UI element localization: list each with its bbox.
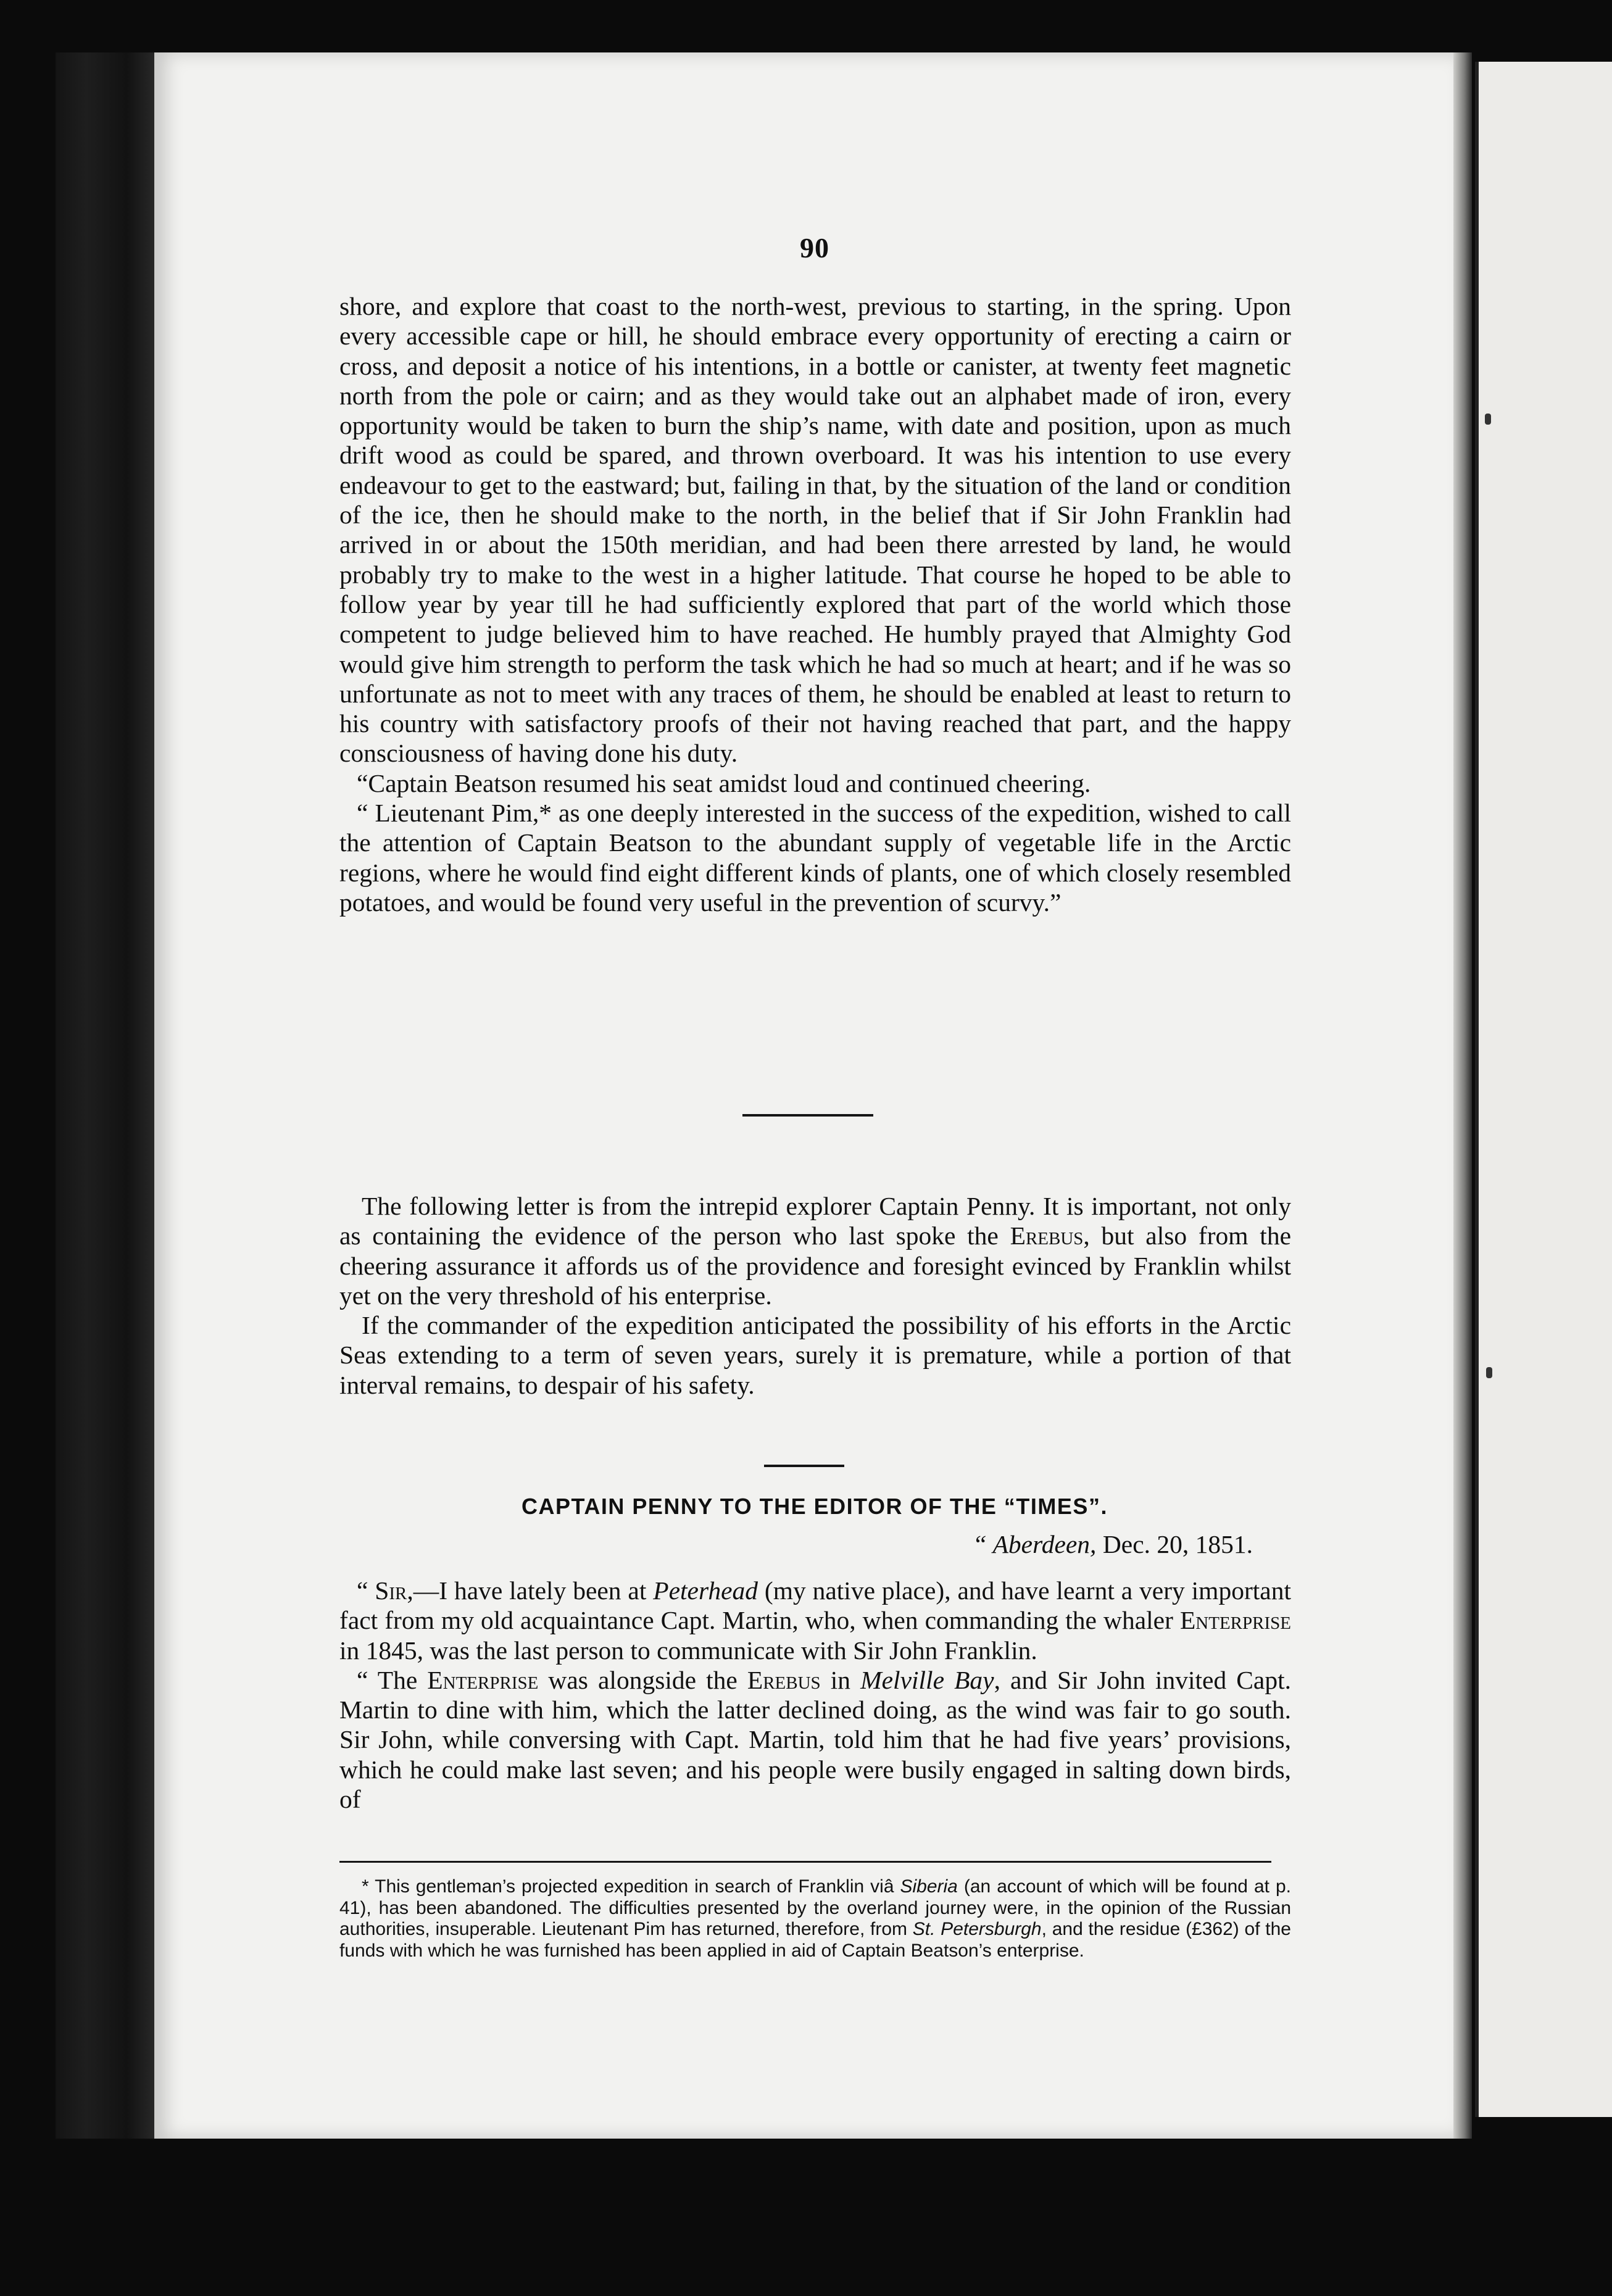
footnote: [339, 1876, 1291, 1961]
ship-name: Erebus: [1010, 1221, 1084, 1250]
adjacent-page: [1475, 62, 1612, 2117]
paragraph: “ Lieutenant Pim,* as one deeply interested in the success of the expedition, wished to call the attention of Captain Beatson to the abundant supply of vegetable life in the Arctic regions, where he would find eight different kinds of plants, one of which closely resembled potatoes, and would be found very useful in the prevention of scurvy.”: [339, 799, 1291, 917]
section-divider: [764, 1465, 844, 1467]
book-edge-left: [56, 52, 157, 2139]
section-divider: [742, 1114, 873, 1117]
ink-mark: [1485, 414, 1491, 425]
paragraph: shore, and explore that coast to the north-west, previous to starting, in the spring. Upon every accessible cape or hill, he should embrace every opportunity of erecting a cairn or cross, and deposit a notice of his intentions, in a bottle or canister, at twenty feet magnetic north from the pole or cairn; and as they would take out an alphabet made of iron, every opportunity would be taken to burn the ship’s name, with date and position, upon as much drift wood as could be spared, and thrown overboard. It was his intention to use every endeavour to get to the eastward; but, failing in that, by the situation of the land or condition of the ice, then he should make to the north, in the belief that if Sir John Franklin had arrived in or about the 150th meridian, and had been there arrested by land, he would probably try to make to the west in a higher latitude. That course he hoped to be able to follow year by year till he had sufficiently explored that part of the world which those competent to judge believed him to have reached. He humbly prayed that Almighty God would give him strength to perform the task which he had so much at heart; and if he was so unfortunate as not to meet with any traces of them, he should be enabled at least to return to his country with satisfactory proofs of their not having reached that part, and the happy consciousness of having done his duty.: [339, 292, 1291, 768]
letter-body: [339, 1576, 1291, 1814]
ink-mark: [1486, 1367, 1492, 1378]
paragraph: “Captain Beatson resumed his seat amidst loud and continued cheering.: [357, 768, 1091, 797]
section-beatson-speech: [339, 291, 1291, 917]
paragraph: “ The Enterprise was alongside the Erebus in Melville Bay, and Sir John invited Capt. Martin to dine with him, which the latter declined doing, as the wind was fair to go south. Sir John, while conversing with Capt. Martin, told him that he had five years’ provisions, which he could make last seven; and his people were busily engaged in salting down birds, of: [339, 1665, 1291, 1814]
page-number: 90: [800, 232, 829, 264]
paragraph: “ Sir,—I have lately been at Peterhead (my native place), and have learnt a very important fact from my old acquaintance Capt. Martin, who, when commanding the whaler Enterprise in 1845, was the last person to communicate with Sir John Franklin.: [339, 1576, 1292, 1665]
footnote-text: * This gentleman’s projected expedition in search of Franklin viâ Siberia (an account of which will be found at p. 41), has been abandoned. The difficulties presented by the overland journey were, in the opinion of the Russian authorities, insuperable. Lieutenant Pim has returned, therefore, from St. Petersburgh, and the residue (£362) of the funds with which he was furnished has been applied in aid of Captain Beatson’s enterprise.: [339, 1876, 1291, 1961]
paragraph: The following letter is from the intrepid explorer Captain Penny. It is important, not only as containing the evidence of the person who last spoke the Erebus, but also from the cheering assurance it affords us of the providence and foresight evinced by Franklin whilst yet on the very threshold of his enterprise.: [339, 1192, 1292, 1310]
letter-heading: CAPTAIN PENNY TO THE EDITOR OF THE “TIMES”.: [521, 1494, 1108, 1519]
ship-name: Enterprise: [1179, 1606, 1291, 1635]
page-gutter: [1453, 52, 1472, 2139]
footnote-rule: [339, 1861, 1271, 1863]
paragraph: If the commander of the expedition anticipated the possibility of his efforts in the Arctic Seas extending to a term of seven years, surely it is premature, while a portion of that interval remains, to despair of his safety.: [339, 1311, 1291, 1399]
section-introduction: [339, 1191, 1291, 1400]
ship-name: Enterprise: [427, 1665, 539, 1694]
ship-name: Erebus: [747, 1665, 821, 1694]
letter-dateline: “ Aberdeen, Dec. 20, 1851.: [972, 1530, 1253, 1558]
